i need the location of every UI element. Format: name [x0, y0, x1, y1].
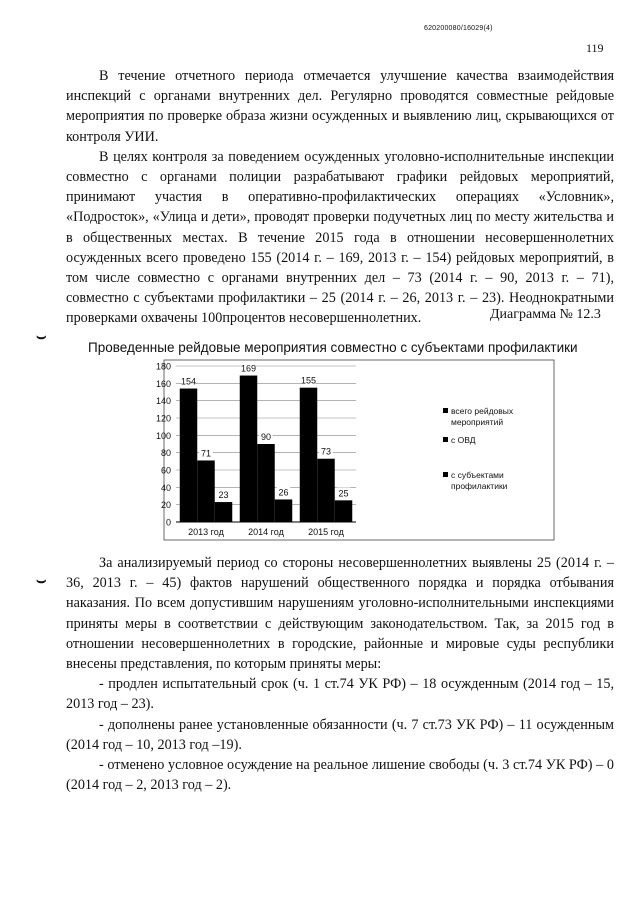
- margin-mark: ⌣: [36, 572, 47, 589]
- legend-label: всего рейдовых: [451, 406, 514, 416]
- bar: [300, 388, 318, 522]
- bar: [197, 460, 215, 522]
- legend-label: мероприятий: [451, 417, 504, 427]
- y-tick-label: 120: [155, 413, 171, 424]
- paragraph: В течение отчетного периода отмечается улучшение качества взаимодействия инспекций с органами внутренних дел. Регулярно проводятся совместные рейдовые мероприятия по проверке образа жизни осужденных и выявлению лиц, скрывающихся от контроля УИИ.: [66, 68, 614, 145]
- bar: [215, 502, 233, 522]
- y-tick-label: 180: [155, 361, 171, 372]
- y-tick-label: 40: [160, 482, 171, 493]
- y-tick-label: 140: [155, 396, 171, 407]
- paragraph-block-2: [66, 553, 614, 795]
- paragraph: - отменено условное осуждение на реальное лишение свободы (ч. 3 ст.74 УК РФ) – 0 (2014 год – 2, 2013 год – 2).: [66, 757, 614, 794]
- bar-value-label: 71: [200, 448, 212, 459]
- y-tick-label: 100: [155, 430, 171, 441]
- bar-value-label: 169: [240, 363, 257, 374]
- bar-value-label: 73: [320, 446, 332, 457]
- paragraph: - дополнены ранее установленные обязанности (ч. 7 ст.73 УК РФ) – 11 осужденным (2014 год – 10, 2013 год –19).: [66, 716, 614, 753]
- y-tick-label: 160: [155, 378, 171, 389]
- margin-mark: ⌣: [36, 328, 47, 345]
- bar-value-label: 23: [218, 490, 229, 501]
- y-tick-label: 80: [160, 448, 171, 459]
- legend-swatch: [443, 437, 448, 442]
- bar: [275, 499, 293, 522]
- y-tick-label: 60: [160, 465, 171, 476]
- legend-label: с субъектами: [451, 470, 504, 480]
- bar: [317, 459, 335, 522]
- x-tick-label: 2014 год: [248, 527, 284, 537]
- paragraph: - продлен испытательный срок (ч. 1 ст.74 УК РФ) – 18 осужденным (2014 год – 15, 2013 год – 23).: [66, 676, 614, 713]
- bar: [240, 376, 258, 522]
- bar: [335, 500, 353, 522]
- legend-swatch: [443, 408, 448, 413]
- chart-title: Проведенные рейдовые мероприятия совместно с субъектами профилактики: [88, 340, 578, 355]
- diagram-label: Диаграмма № 12.3: [490, 307, 601, 322]
- y-tick-label: 20: [160, 500, 171, 511]
- paragraph: В целях контроля за поведением осужденных уголовно-исполнительные инспекции совместно с органами полиции разрабатывают графики рейдовых мероприятий, принимают участия в оперативно-профилактических операциях «Условник», «Подросток», «Улица и дети», проводят проверки подучетных лиц по месту жительства и в общественных местах. В течение 2015 года в отношении несовершеннолетних осужденных всего проведено 155 (2014 г. – 169, 2013 г. – 154) рейдовых мероприятий, в том числе совместно с органами внутренних дел – 73 (2014 г. – 90, 2013 г. – 71), совместно с субъектами профилактики – 25 (2014 г. – 26, 2013 г. – 23). Неоднократными проверками охвачены 100процентов несовершеннолетних.: [66, 148, 614, 327]
- y-tick-label: 0: [165, 517, 171, 528]
- legend-label: с ОВД: [451, 435, 476, 445]
- document-code: 620200080/16029(4): [424, 25, 493, 32]
- paragraph-block-1: [66, 66, 614, 329]
- bar-chart: [140, 358, 560, 548]
- bar-value-label: 154: [180, 376, 197, 387]
- bar-value-label: 26: [278, 487, 289, 498]
- x-tick-label: 2015 год: [308, 527, 344, 537]
- legend-swatch: [443, 472, 448, 477]
- bar: [257, 444, 275, 522]
- paragraph: За анализируемый период со стороны несовершеннолетних выявлены 25 (2014 г. – 36, 2013 г. – 45) фактов нарушений общественного порядка и порядка отбывания наказания. По всем допустившим нарушениям уголовно-исполнительными инспекциями приняты меры в соответствии с действующим законодательством. Так, за 2015 год в отношении несовершеннолетних в городские, районные и мировые суды республики внесены представления, по которым приняты меры:: [66, 555, 614, 673]
- legend-label: профилактики: [451, 481, 508, 491]
- bar-value-label: 25: [338, 488, 349, 499]
- page-number: 119: [586, 41, 604, 55]
- bar-value-label: 90: [260, 432, 272, 442]
- bar: [180, 389, 198, 522]
- x-tick-label: 2013 год: [188, 527, 224, 537]
- bar-value-label: 155: [300, 375, 317, 386]
